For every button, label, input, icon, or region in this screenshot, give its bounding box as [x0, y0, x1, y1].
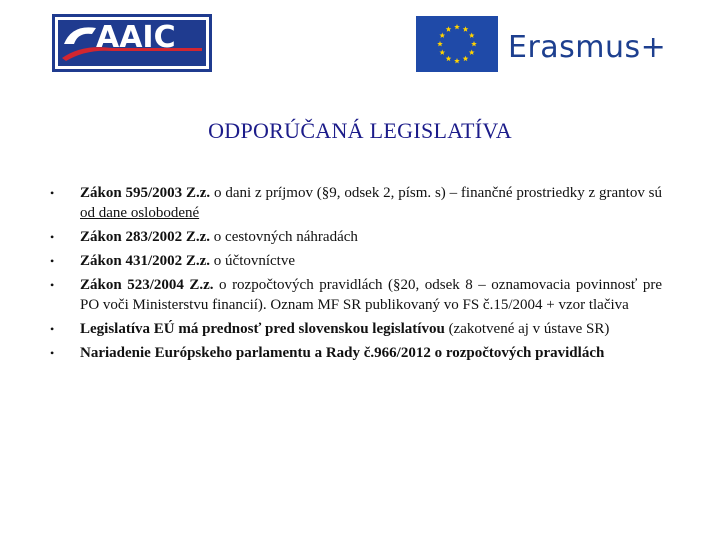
- law-description: o cestovných náhradách: [210, 229, 358, 245]
- law-description: o rozpočtových pravidlách (§20, odsek 8 – oznamovacia povinnosť pre PO voči Ministerstvu financií). Oznam MF SR publikovaný vo FS č.15/2004 + vzor tlačiva: [80, 277, 662, 313]
- page-title: ODPORÚČANÁ LEGISLATÍVA: [208, 118, 512, 143]
- list-item: [48, 183, 662, 223]
- list-item: [48, 319, 662, 339]
- law-note-underlined: od dane oslobodené: [80, 205, 200, 221]
- law-description: o účtovníctve: [210, 253, 296, 269]
- bullet-icon: •: [50, 278, 55, 292]
- list-item: [48, 275, 662, 315]
- eu-flag-icon: [416, 16, 498, 72]
- law-title: Zákon 283/2002 Z.z.: [80, 229, 211, 245]
- bullet-icon: •: [50, 186, 55, 200]
- list-item: [48, 251, 662, 271]
- law-title: Zákon 523/2004 Z.z.: [80, 277, 214, 293]
- law-title: Zákon 431/2002 Z.z.: [80, 253, 211, 269]
- erasmus-plus-logo: [416, 16, 686, 74]
- bullet-icon: •: [50, 346, 55, 360]
- law-description: (zakotvené aj v ústave SR): [444, 321, 610, 337]
- saaic-logo: [52, 14, 212, 72]
- law-description: o dani z príjmov (§9, odsek 2, písm. s) – finančné prostriedky z grantov sú: [210, 185, 662, 201]
- erasmus-wordmark: Erasmus+: [508, 30, 667, 65]
- list-item: [48, 227, 662, 247]
- list-item: [48, 343, 662, 363]
- law-title: Nariadenie Európskeho parlamentu a Rady č.966/2012 o rozpočtových pravidlách: [80, 345, 605, 361]
- law-title: Legislatíva EÚ má prednosť pred slovenskou legislatívou: [80, 321, 445, 337]
- bullet-icon: •: [50, 254, 55, 268]
- legislation-list: [48, 183, 662, 367]
- svg-text:AAIC: AAIC: [96, 20, 176, 55]
- bullet-icon: •: [50, 322, 55, 336]
- law-title: Zákon 595/2003 Z.z.: [80, 185, 211, 201]
- bullet-icon: •: [50, 230, 55, 244]
